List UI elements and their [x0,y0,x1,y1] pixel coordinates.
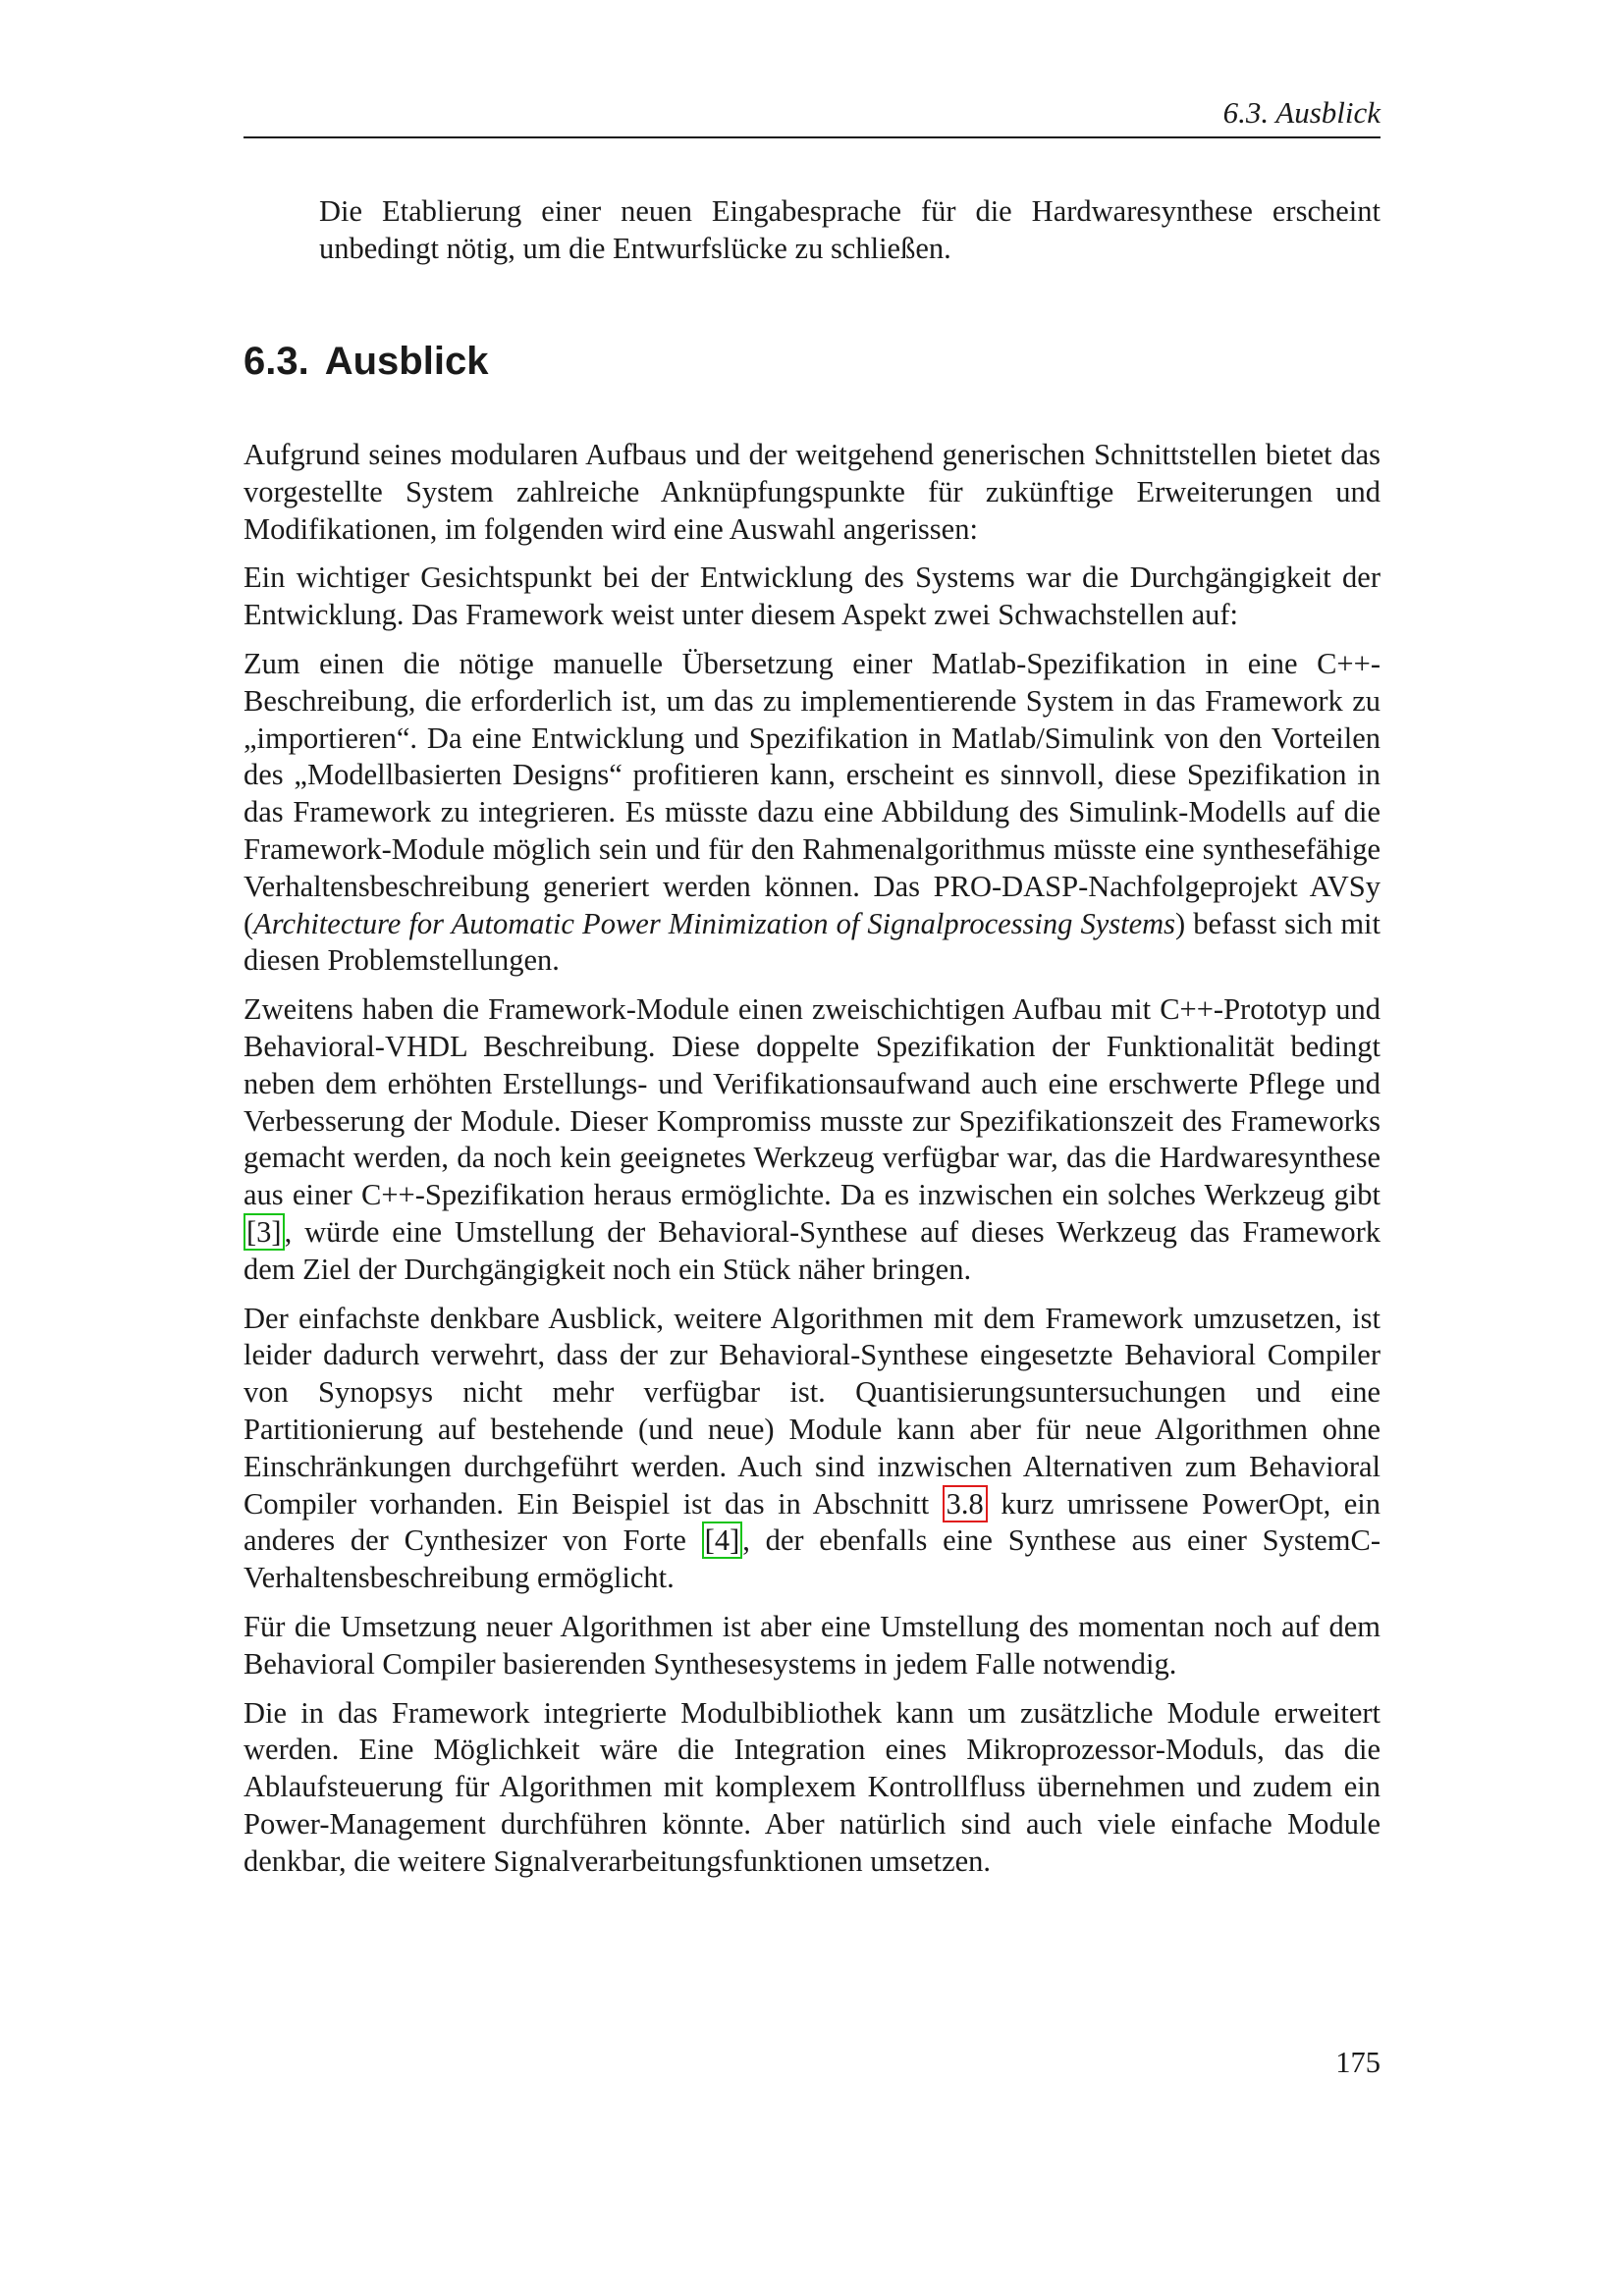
paragraph-4 [244,991,1380,1288]
section-number: 6.3. [244,340,309,383]
project-title-emphasis: Architecture for Automatic Power Minimization of Signalprocessing Systems [253,906,1176,940]
paragraph-3 [244,646,1380,980]
paragraph-1: Aufgrund seines modularen Aufbaus und der weitgehend generischen Schnittstellen bietet das vorgestellte System zahlreiche Anknüpfungspunkte für zukünftige Erweiterungen und Modifikationen, im folgenden wird eine Auswahl angerissen: [244,438,1380,546]
paragraph-4-text-b: , würde eine Umstellung der Behavioral-Synthese auf dieses Werkzeug das Framework dem Ziel der Durchgängigkeit noch ein Stück näher bringen. [244,1214,1380,1286]
running-head: 6.3. Ausblick [1222,95,1380,130]
paragraph-5 [244,1301,1380,1597]
citation-link-3[interactable]: [3] [244,1213,285,1251]
paragraph-5-text-b: kurz umrissene PowerOpt, ein anderes der Cynthesizer von Forte [244,1486,1380,1558]
page-number: 175 [1335,2046,1380,2079]
section-heading [244,338,488,385]
section-body [244,437,1380,1892]
section-title: Ausblick [324,340,489,383]
paragraph-4-text-a: Zweitens haben die Framework-Module einen zweischichtigen Aufbau mit C++-Prototyp und Behavioral-VHDL Beschreibung. Diese doppelte Spezifikation der Funktionalität bedingt neben dem erhöhten Erstellungs- und Verifikationsaufwand auch eine erschwerte Pflege und Verbesserung der Module. Dieser Kompromiss musste zur Spezifikationszeit des Frameworks gemacht werden, da noch kein geeignetes Werkzeug verfügbar war, das die Hardwaresynthese aus einer C++-Spezifikation heraus ermöglichte. Da es inzwischen ein solches Werkzeug gibt [244,992,1380,1212]
paragraph-5-text-c: , der ebenfalls eine Synthese aus einer SystemC-Verhaltensbeschreibung ermöglicht. [244,1523,1380,1595]
paragraph-2: Ein wichtiger Gesichtspunkt bei der Entwicklung des Systems war die Durchgängigkeit der Entwicklung. Das Framework weist unter diesem Aspekt zwei Schwachstellen auf: [244,561,1380,632]
intro-paragraph: Die Etablierung einer neuen Eingabesprache für die Hardwaresynthese erscheint unbedingt nötig, um die Entwurfslücke zu schließen. [319,194,1380,265]
paragraph-3-text-b: ) befasst sich mit diesen Problemstellungen. [244,906,1380,978]
paragraph-7: Die in das Framework integrierte Modulbibliothek kann um zusätzliche Module erweitert werden. Eine Möglichkeit wäre die Integration eines Mikroprozessor-Moduls, das die Ablaufsteuerung für Algorithmen mit komplexem Kontrollfluss übernehmen und zudem ein Power-Management durchführen könnte. Aber natürlich sind auch viele einfache Module denkbar, die weitere Signalverarbeitungsfunktionen umsetzen. [244,1695,1380,1878]
header-rule [244,136,1380,138]
section-reference-link[interactable]: 3.8 [943,1485,988,1522]
paragraph-3-text-a: Zum einen die nötige manuelle Übersetzung einer Matlab-Spezifikation in eine C++-Beschreibung, die erforderlich ist, um das zu implementierende System in das Framework zu „importieren“. Da eine Entwicklung und Spezifikation in Matlab/Simulink von den Vorteilen des „Modellbasierten Designs“ profitieren kann, erscheint es sinnvoll, diese Spezifikation in das Framework zu integrieren. Es müsste dazu eine Abbildung des Simulink-Modells auf die Framework-Module möglich sein und für den Rahmenalgorithmus müsste eine synthesefähige Verhaltensbeschreibung generiert werden können. Das PRO-DASP-Nachfolgeprojekt AVSy ( [244,646,1380,940]
paragraph-5-text-a: Der einfachste denkbare Ausblick, weitere Algorithmen mit dem Framework umzusetzen, ist leider dadurch verwehrt, dass der zur Behavioral-Synthese eingesetzte Behavioral Compiler von Synopsys nicht mehr verfügbar ist. Quantisierungsuntersuchungen und eine Partitionierung auf bestehende (und neue) Module kann aber für neue Algorithmen ohne Einschränkungen durchgeführt werden. Auch sind inzwischen Alternativen zum Behavioral Compiler vorhanden. Ein Beispiel ist das in Abschnitt [244,1301,1380,1521]
paragraph-6: Für die Umsetzung neuer Algorithmen ist aber eine Umstellung des momentan noch auf dem Behavioral Compiler basierenden Synthesesystems in jedem Falle notwendig. [244,1609,1380,1681]
citation-link-4[interactable]: [4] [702,1522,743,1559]
